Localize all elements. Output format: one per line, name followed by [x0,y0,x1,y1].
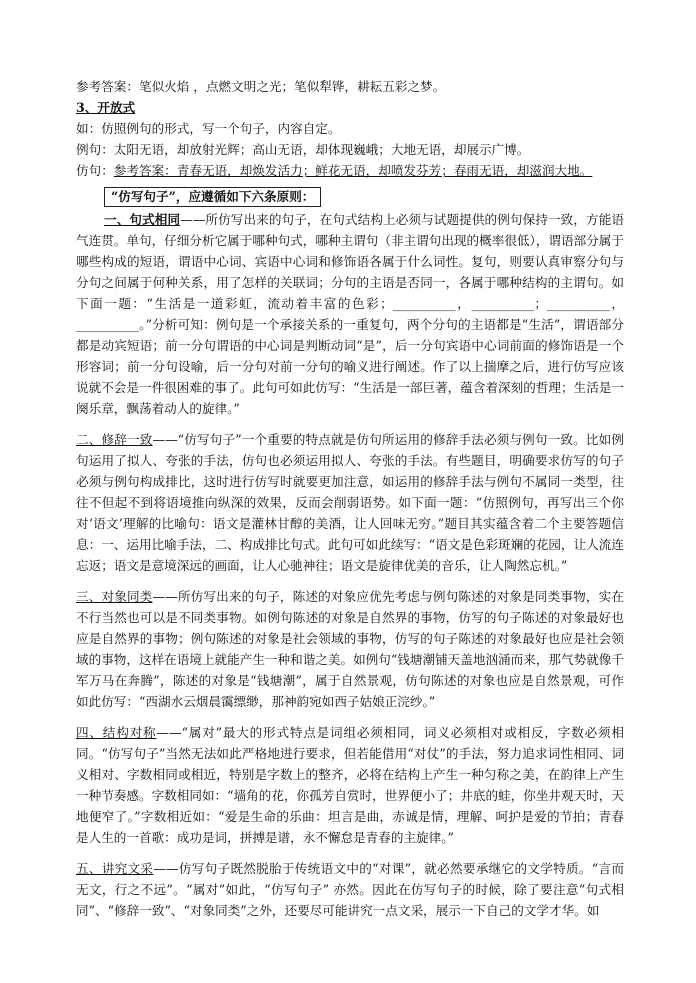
principle-2-heading: 二、修辞一致 [76,432,153,447]
document-page [76,76,624,921]
imitation-prefix: 仿句： [76,163,114,178]
principle-2-text: ——“仿写句子”一个重要的特点就是仿句所运用的修辞手法必须与例句一致。比如例句运用了拟人、夸张的手法，仿句也必须运用拟人、夸张的手法。有些题目，明确要求仿写的句子必须与例句构成排比，这时进行仿写时就要更加注意，如运用的修辞手法与例句不属同一类型，往往不但起不到将语境推向纵深的效果，反而会削弱语势。如下面一题：“仿照例句，再写出三个你对‘语文’理解的比喻句：语文是灌林甘醇的美酒，让人回味无穷。”题目其实蕴含着二个主要答题信息：一、运用比喻手法，二、构成排比句式。此句可如此续写：“语文是色彩斑斓的花园，让人流连忘返；语文是意境深远的画面，让人心驰神往；语文是旋律优美的音乐，让人陶然忘机。” [76,432,624,573]
principle-1-text: ——所仿写出来的句子，在句式结构上必须与试题提供的例句保持一致，方能语气连贯。单句，仔细分析它属于哪种句式，哪种主谓句（非主谓句出现的概率很低），谓语部分属于哪些构成的短语，谓语中心词、宾语中心词和修饰语各属于什么词性。复句，则要认真审察分句与分句之间属于何种关系，用了怎样的关联词；分句的主语是否同一，各属于哪种结构的主谓句。如下面一题：“生活是一道彩虹，流动着丰富的色彩；__________，__________；__________，__________。”分析可知：例句是一个承接关系的一重复句，两个分句的主语都是“生活”，谓语部分都是动宾短语；前一分句谓语的中心词是判断动词“是”，后一分句宾语中心词前面的修饰语是一个形容词；前一分句设喻，后一分句对前一分句的喻义进行阐述。作了以上揣摩之后，进行仿写应该说就不会是一件很困难的事了。此句可如此仿写：“生活是一部巨著，蕴含着深刻的哲理；生活是一阕乐章，飘荡着动人的旋律。” [76,212,624,416]
principle-2 [76,429,624,576]
principle-5 [76,858,624,921]
principle-3-text: ——所仿写出来的句子，陈述的对象应优先考虑与例句陈述的对象是同类事物，实在不行当然也可以是不同类事物。如例句陈述的对象是自然界的事物，仿写的句子陈述的对象最好也应是自然界的事物；例句陈述的对象是社会领域的事物，仿写的句子陈述的对象最好也应是社会领域的事物，这样在语境上就能产生一种和谐之美。如例句“钱塘潮铺天盖地汹涌而来，那气势就像千军万马在奔腾”，陈述的对象是“钱塘潮”，属于自然景观，仿句陈述的对象也应是自然景观，可作如此仿写：“西湖水云烟晨霭缥缈，那神韵宛如西子姑娘正浣纱。” [76,589,625,709]
principle-5-heading: 五、讲究文采 [76,861,154,876]
principles-box-title: “仿写句子”，应遵循如下六条原则： [104,187,321,207]
principle-4-text: ——“属对”最大的形式特点是词组必须相同，词义必须相对或相反，字数必须相同。“仿写句子”当然无法如此严格地进行要求，但若能借用“对仗”的手法，努力追求词性相同、词义相对、字数相同或相近，特别是字数上的整齐，必将在结构上产生一种匀称之美，在韵律上产生一种节奏感。字数相同如：“墙角的花，你孤芳自赏时，世界便小了；井底的蛙，你坐井观天时，天地便窄了。”字数相近如：“爱是生命的乐曲：坦言是曲，赤诚是情，理解、呵护是爱的节拍；青春是人生的一首歌：成功是词，拼搏是谱，永不懈怠是青春的主旋律。” [76,725,624,845]
principle-1 [76,209,624,419]
principle-3-heading: 三、对象同类 [76,589,153,604]
principle-4-heading: 四、结构对称 [76,725,157,740]
section-3-title: 3、开放式 [76,100,136,115]
section-3-imitation-line [76,160,624,181]
principle-3 [76,586,624,712]
section-3-instruction: 如：仿照例句的形式，写一个句子，内容自定。 [76,121,341,136]
section-3-example-sentence: 例句：太阳无语，却放射光辉；高山无语，却体现巍峨；大地无语，却展示广博。 [76,142,530,157]
principle-5-text: ——仿写句子既然脱胎于传统语文中的“对课”，就必然要承继它的文学特质。“言而无文，行之不远”。“属对”如此，“仿写句子” 亦然。因此在仿写句子的时候，除了要注意“句式相同”、“修辞一致”、“对象同类”之外，还要尽可能讲究一点文采，展示一下自己的文学才华。如 [76,861,624,918]
principle-4 [76,722,624,848]
principle-1-heading: 一、句式相同 [104,212,181,227]
imitation-answer: 参考答案：青春无语，却焕发活力；鲜花无语，却喷发芬芳；春雨无语，却滋润大地。 [113,163,593,178]
reference-answer-line: 参考答案：笔似火焰 ，点燃文明之光；笔似犁铧，耕耘五彩之梦。 [76,79,446,94]
